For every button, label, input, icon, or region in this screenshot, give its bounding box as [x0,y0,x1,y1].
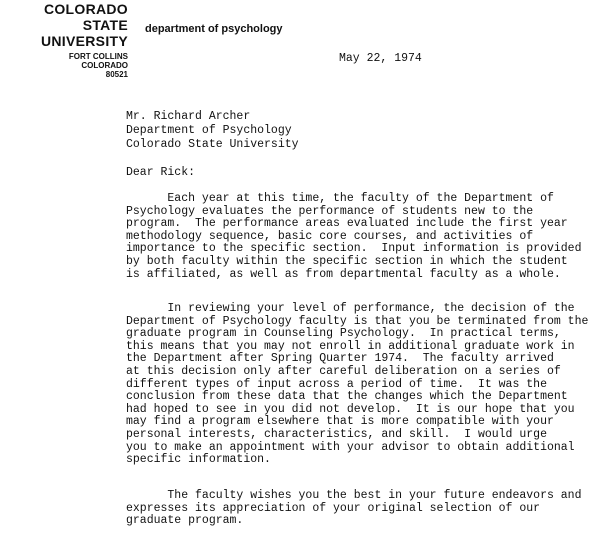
paragraph-closing [126,490,596,528]
paragraph-line: methodology sequence, basic core courses, and activities of [126,229,534,243]
paragraph-line: Department of Psychology faculty is that you be terminated from the [126,314,589,328]
paragraph-line: graduate program in Counseling Psychology. In practical terms, [126,327,561,341]
paragraph-line: had hoped to see in you did not develop. It is our hope that you [126,402,575,416]
paragraph-line: is affiliated, as well as from departmental faculty as a whole. [126,267,561,281]
paragraph-line: the Department after Spring Quarter 1974. The faculty arrived [126,352,554,366]
paragraph-line: program. The performance areas evaluated include the first year [126,217,568,231]
paragraph-line: personal interests, characteristics, and skill. I would urge [126,427,547,441]
university-name-line: STATE [82,17,128,33]
paragraph-evaluation [126,193,596,281]
paragraph-line: Psychology evaluates the performance of students new to the [126,204,534,218]
paragraph-line: The faculty wishes you the best in your future endeavors and [126,489,582,502]
university-name-line: UNIVERSITY [40,33,128,49]
recipient-line: Department of Psychology [126,124,292,137]
salutation: Dear Rick: [126,166,196,179]
paragraph-line: different types of input across a period of time. It was the [126,377,547,391]
paragraph-line: specific information. [126,453,271,467]
paragraph-line: Each year at this time, the faculty of the Department of [126,192,554,205]
paragraph-line: by both faculty within the specific section in which the student [126,254,568,268]
university-name [0,1,128,49]
address-line: COLORADO [81,61,128,70]
paragraph-line: In reviewing your level of performance, the decision of the [126,302,575,315]
paragraph-line: conclusion from these data that the changes which the Department [126,390,568,404]
paragraph-line: importance to the specific section. Input information is provided [126,242,582,256]
recipient-block [126,110,299,152]
paragraph-line: at this decision only after careful deliberation on a series of [126,364,561,378]
university-address [0,52,128,79]
letter-date: May 22, 1974 [339,52,422,65]
paragraph-line: this means that you may not enroll in additional graduate work in [126,339,575,353]
paragraph-line: you to make an appointment with your advisor to obtain additional [126,440,575,454]
address-line: 80521 [105,70,128,79]
recipient-line: Mr. Richard Archer [126,110,251,123]
address-line: FORT COLLINS [68,52,128,61]
paragraph-line: graduate program. [126,514,244,528]
paragraph-decision [126,303,596,467]
paragraph-line: expresses its appreciation of your original selection of our [126,501,541,515]
recipient-line: Colorado State University [126,138,299,151]
department-name: department of psychology [145,23,283,35]
university-name-line: COLORADO [43,1,128,17]
paragraph-line: may find a program elsewhere that is more compatible with your [126,415,554,429]
